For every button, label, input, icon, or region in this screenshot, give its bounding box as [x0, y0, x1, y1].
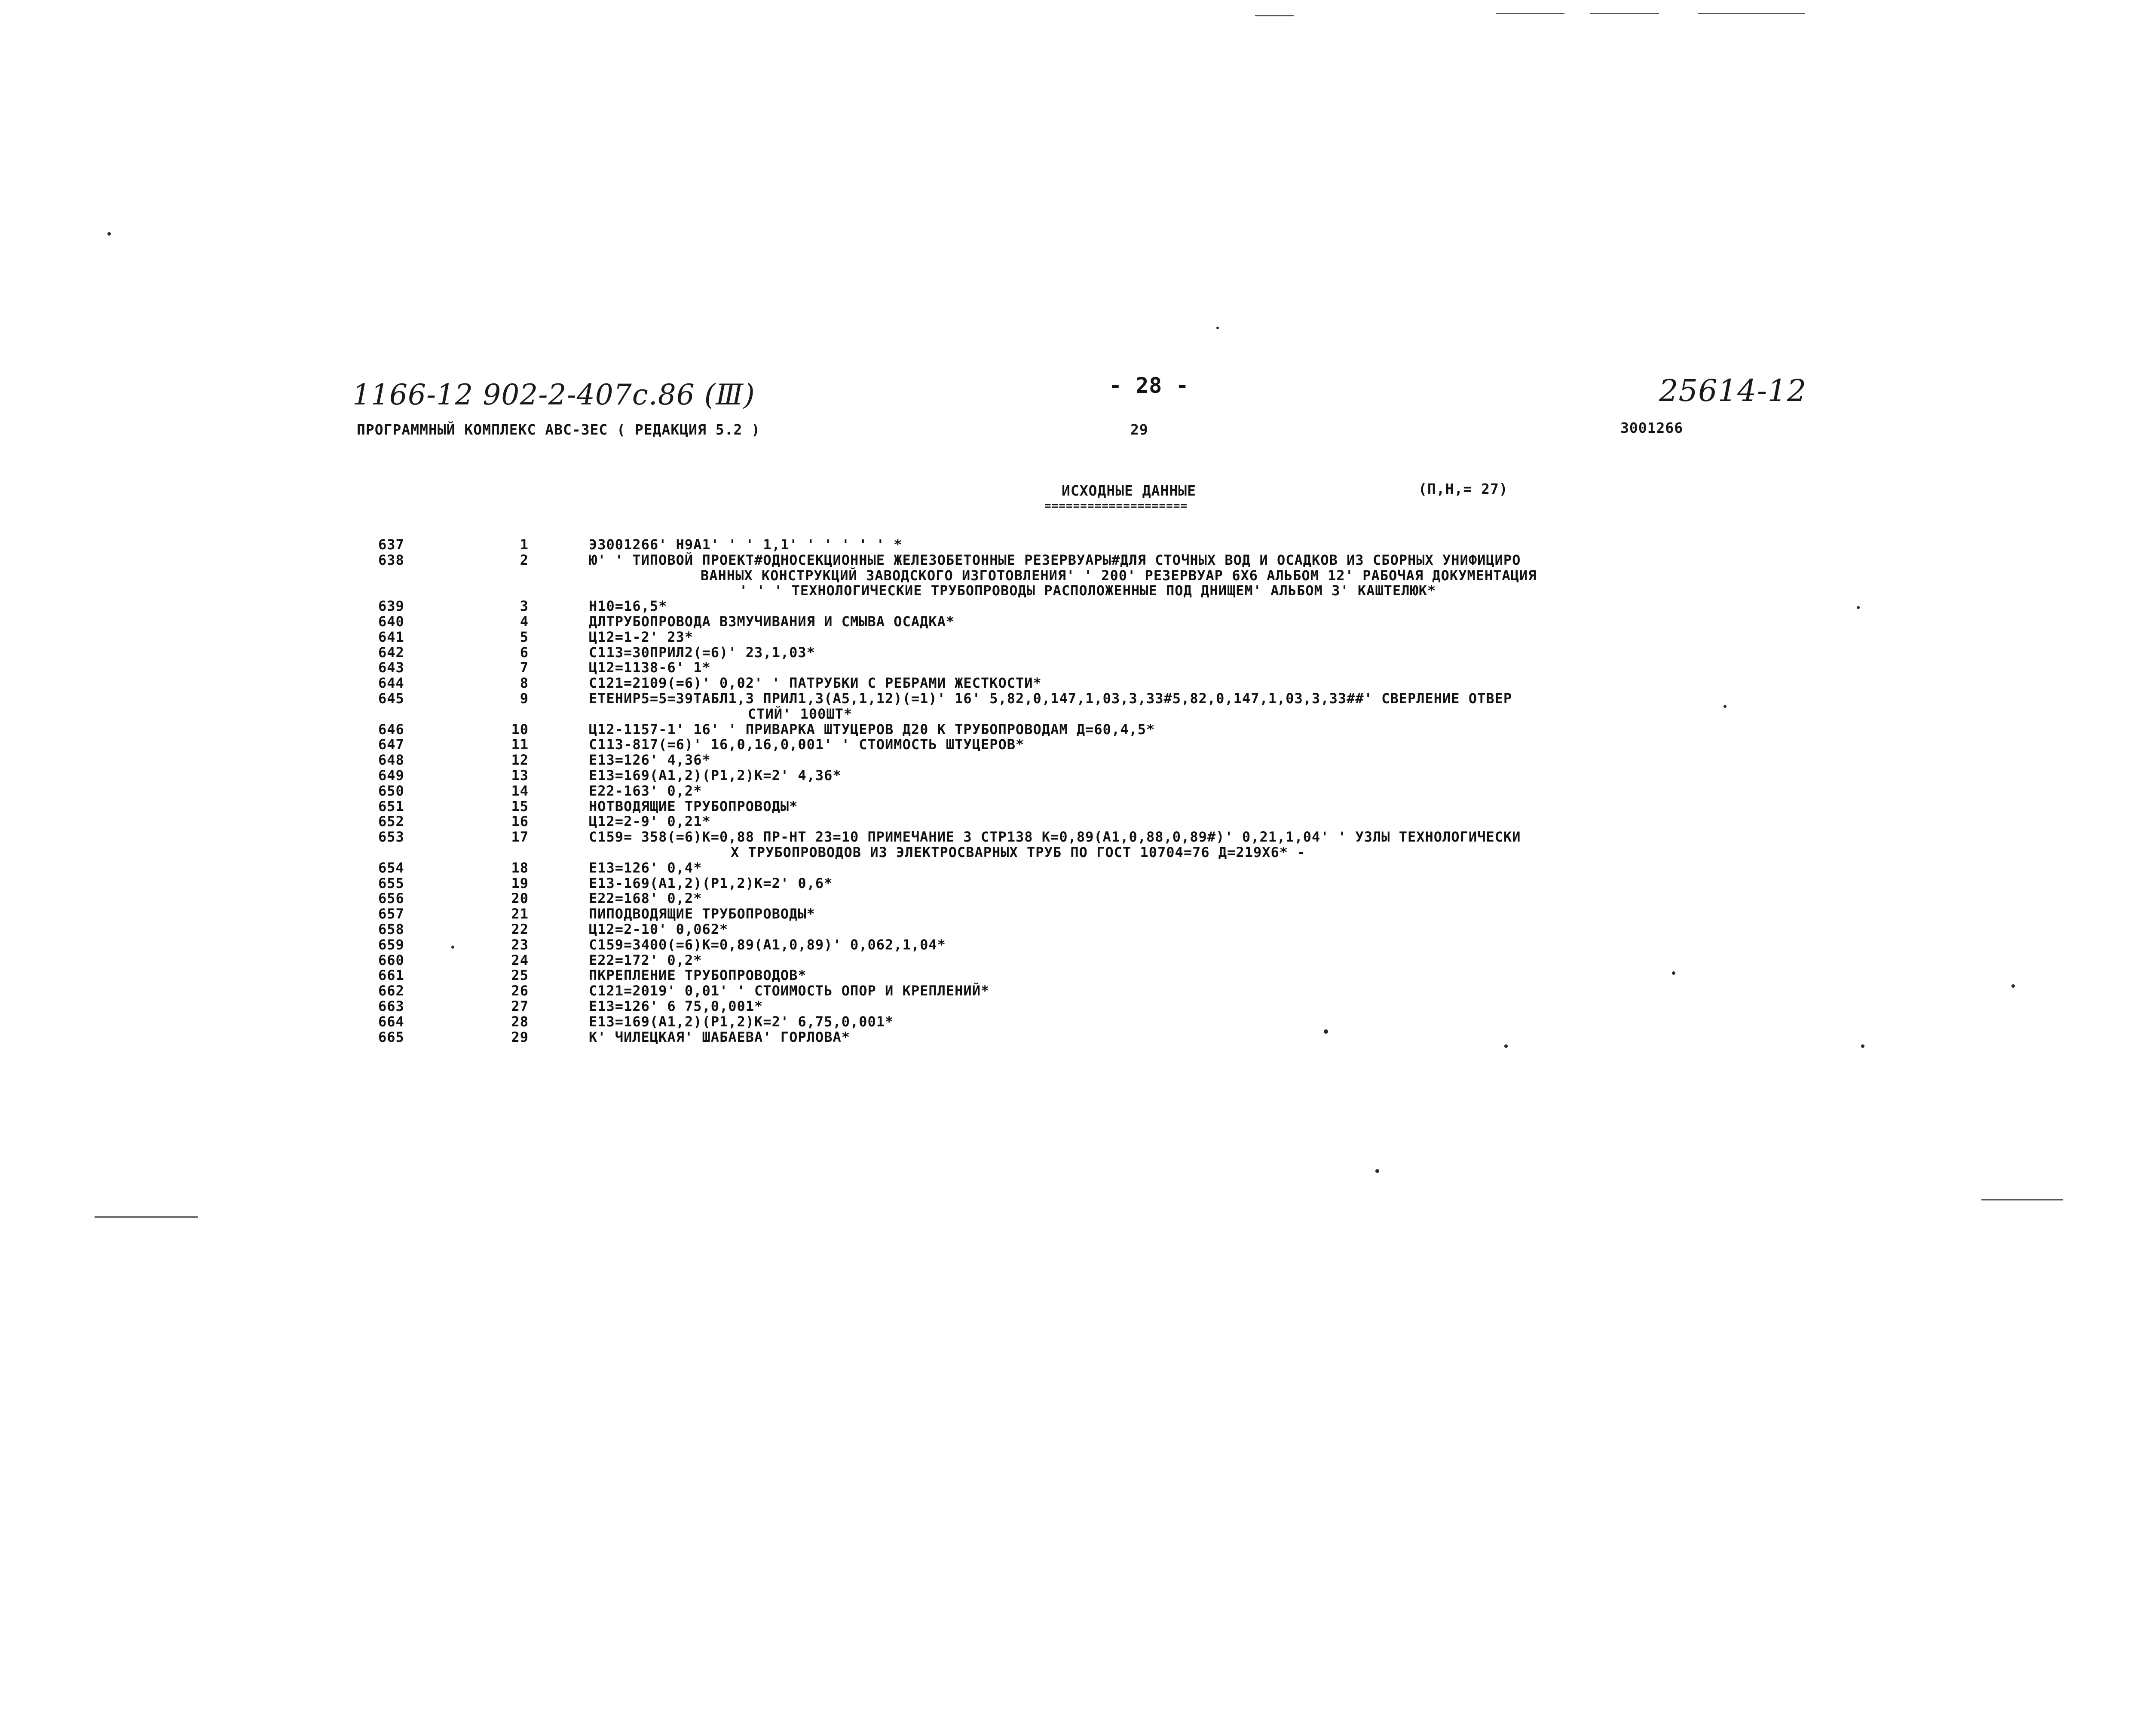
row-text: Е13=169(А1,2)(Р1,2)К=2' 6,75,0,001* — [589, 1013, 894, 1030]
row-line-number: 9 — [520, 690, 529, 707]
scan-line — [1255, 15, 1294, 16]
row-sequence-number: 639 — [378, 598, 404, 614]
row-text: Е13=126' 0,4* — [589, 860, 702, 876]
listing-row — [0, 952, 2149, 968]
row-sequence-number: 650 — [378, 783, 404, 799]
row-line-number: 16 — [511, 813, 529, 830]
row-line-number: 21 — [511, 906, 529, 922]
row-sequence-number: 654 — [378, 860, 404, 876]
row-text: Ю' ' ТИПОВОЙ ПРОЕКТ#ОДНОСЕКЦИОННЫЕ ЖЕЛЕЗОБЕТОННЫЕ РЕЗЕРВУАРЫ#ДЛЯ СТОЧНЫХ ВОД И ОСАДКОВ ИЗ СБОРНЫХ УНИФИЦИРО — [589, 552, 1521, 568]
scan-speck — [1216, 327, 1219, 329]
row-line-number: 28 — [511, 1013, 529, 1030]
row-text: С121=2019' 0,01' ' СТОИМОСТЬ ОПОР И КРЕПЛЕНИЙ* — [589, 983, 990, 999]
row-sequence-number: 665 — [378, 1029, 404, 1045]
listing-row — [0, 890, 2149, 906]
row-sequence-number: 644 — [378, 675, 404, 691]
row-text: Н10=16,5* — [589, 598, 667, 614]
scan-line — [1698, 13, 1805, 14]
row-text: Е22=168' 0,2* — [589, 890, 702, 906]
listing-row — [0, 629, 2149, 645]
row-text: Ц12=1-2' 23* — [589, 629, 694, 645]
scan-line — [95, 1216, 198, 1218]
row-text: Ц12=2-9' 0,21* — [589, 813, 711, 830]
row-sequence-number: 658 — [378, 921, 404, 937]
scan-speck — [1861, 1044, 1864, 1048]
row-sequence-number: 638 — [378, 552, 404, 568]
row-text: С121=2109(=6)' 0,02' ' ПАТРУБКИ С РЕБРАМИ ЖЕСТКОСТИ* — [589, 675, 1042, 691]
listing-row — [0, 1013, 2149, 1030]
row-continuation-text: Х ТРУБОПРОВОДОВ ИЗ ЭЛЕКТРОСВАРНЫХ ТРУБ ПО ГОСТ 10704=76 Д=219Х6* - — [731, 844, 1306, 860]
row-text: Е13=169(А1,2)(Р1,2)К=2' 4,36* — [589, 767, 842, 784]
row-continuation-text: ВАННЫХ КОНСТРУКЦИЙ ЗАВОДСКОГО ИЗГОТОВЛЕНИЯ' ' 200' РЕЗЕРВУАР 6Х6 АЛЬБОМ 12' РАБОЧАЯ ДОКУМЕНТАЦИЯ — [701, 567, 1537, 584]
row-text: С113=30ПРИЛ2(=6)' 23,1,03* — [589, 644, 815, 661]
listing-row — [0, 598, 2149, 614]
row-line-number: 12 — [511, 752, 529, 768]
row-continuation-text: СТИЙ' 100ШТ* — [748, 706, 853, 722]
row-text: Е22-163' 0,2* — [589, 783, 702, 799]
row-text: С159=3400(=6)К=0,89(А1,0,89)' 0,062,1,04* — [589, 937, 946, 953]
row-sequence-number: 641 — [378, 629, 404, 645]
listing-row — [0, 906, 2149, 922]
listing-row — [0, 967, 2149, 983]
listing-row — [0, 1029, 2149, 1045]
row-sequence-number: 655 — [378, 875, 404, 891]
row-line-number: 10 — [511, 721, 529, 738]
listing-row — [0, 721, 2149, 738]
row-sequence-number: 656 — [378, 890, 404, 906]
document-code: 3001266 — [1620, 419, 1684, 436]
row-sequence-number: 637 — [378, 536, 404, 553]
listing-row — [0, 875, 2149, 891]
scan-speck — [1857, 606, 1860, 609]
row-line-number: 15 — [511, 798, 529, 814]
row-text: НОТВОДЯЩИЕ ТРУБОПРОВОДЫ* — [589, 798, 798, 814]
scan-speck — [1324, 1029, 1328, 1034]
listing-row — [0, 536, 2149, 553]
listing-row — [0, 783, 2149, 799]
row-sequence-number: 651 — [378, 798, 404, 814]
listing-row — [0, 659, 2149, 676]
row-sequence-number: 646 — [378, 721, 404, 738]
page-number: - 28 - — [1109, 373, 1189, 398]
row-line-number: 26 — [511, 983, 529, 999]
listing-row — [0, 613, 2149, 630]
row-sequence-number: 659 — [378, 937, 404, 953]
row-line-number: 3 — [520, 598, 529, 614]
handwritten-sheet-code: 25614-12 — [1659, 373, 1807, 408]
row-continuation-text: ' ' ' ТЕХНОЛОГИЧЕСКИЕ ТРУБОПРОВОДЫ РАСПОЛОЖЕННЫЕ ПОД ДНИЩЕМ' АЛЬБОМ 3' КАШТЕЛЮК* — [739, 582, 1436, 599]
row-sequence-number: 664 — [378, 1013, 404, 1030]
row-text: Ц12=1138-6' 1* — [589, 659, 711, 676]
row-line-number: 13 — [511, 767, 529, 784]
row-line-number: 22 — [511, 921, 529, 937]
row-line-number: 14 — [511, 783, 529, 799]
section-params: (П,Н,= 27) — [1418, 481, 1508, 497]
row-text: Е22=172' 0,2* — [589, 952, 702, 968]
row-line-number: 5 — [520, 629, 529, 645]
row-sequence-number: 642 — [378, 644, 404, 661]
row-sequence-number: 640 — [378, 613, 404, 630]
row-line-number: 2 — [520, 552, 529, 568]
row-text: Ц12=2-10' 0,062* — [589, 921, 729, 937]
row-sequence-number: 653 — [378, 829, 404, 845]
sheet-number: 29 — [1130, 421, 1148, 438]
row-line-number: 17 — [511, 829, 529, 845]
scan-speck — [1672, 971, 1675, 975]
listing-row — [0, 690, 2149, 707]
listing-row — [0, 983, 2149, 999]
row-text: Ц12-1157-1' 16' ' ПРИВАРКА ШТУЦЕРОВ Д20 К ТРУБОПРОВОДАМ Д=60,4,5* — [589, 721, 1155, 738]
scan-speck — [2011, 984, 2015, 988]
row-line-number: 11 — [511, 736, 529, 753]
listing-row — [0, 998, 2149, 1014]
row-sequence-number: 660 — [378, 952, 404, 968]
row-sequence-number: 645 — [378, 690, 404, 707]
listing-row — [0, 767, 2149, 784]
row-line-number: 6 — [520, 644, 529, 661]
program-line: ПРОГРАММНЫЙ КОМПЛЕКС АВС-ЗЕС ( РЕДАКЦИЯ 5.2 ) — [357, 421, 761, 438]
scan-line — [1590, 13, 1659, 14]
row-sequence-number: 662 — [378, 983, 404, 999]
row-sequence-number: 643 — [378, 659, 404, 676]
row-text: ЕТЕНИР5=5=39ТАБЛ1,3 ПРИЛ1,3(А5,1,12)(=1)' 16' 5,82,0,147,1,03,3,33#5,82,0,147,1,03,3,33##' СВЕРЛЕНИЕ ОТВЕР — [589, 690, 1512, 707]
row-line-number: 4 — [520, 613, 529, 630]
row-text: ПКРЕПЛЕНИЕ ТРУБОПРОВОДОВ* — [589, 967, 807, 983]
section-title-underline: ==================== — [1044, 499, 1188, 512]
row-line-number: 24 — [511, 952, 529, 968]
row-sequence-number: 647 — [378, 736, 404, 753]
scan-speck — [107, 232, 111, 236]
row-sequence-number: 663 — [378, 998, 404, 1014]
row-line-number: 18 — [511, 860, 529, 876]
scan-speck — [1375, 1169, 1379, 1173]
listing-row — [0, 921, 2149, 937]
listing-row — [0, 736, 2149, 753]
scan-line — [1981, 1199, 2063, 1200]
row-text: ДЛТРУБОПРОВОДА ВЗМУЧИВАНИЯ И СМЫВА ОСАДКА* — [589, 613, 955, 630]
row-text: ПИПОДВОДЯЩИЕ ТРУБОПРОВОДЫ* — [589, 906, 815, 922]
scan-line — [1496, 13, 1564, 14]
handwritten-drawing-code: 1166-12 902-2-407c.86 (Ⅲ) — [352, 378, 755, 411]
listing-row — [0, 937, 2149, 953]
row-line-number: 20 — [511, 890, 529, 906]
listing-row — [0, 644, 2149, 661]
section-title: ИСХОДНЫЕ ДАННЫЕ — [1062, 482, 1197, 499]
listing-row — [0, 829, 2149, 845]
listing-row — [0, 675, 2149, 691]
row-sequence-number: 661 — [378, 967, 404, 983]
row-sequence-number: 649 — [378, 767, 404, 784]
row-line-number: 23 — [511, 937, 529, 953]
row-text: С113-817(=6)' 16,0,16,0,001' ' СТОИМОСТЬ ШТУЦЕРОВ* — [589, 736, 1025, 753]
listing-row — [0, 752, 2149, 768]
row-line-number: 8 — [520, 675, 529, 691]
row-line-number: 29 — [511, 1029, 529, 1045]
listing-row — [0, 813, 2149, 830]
scan-speck — [451, 946, 454, 949]
row-sequence-number: 657 — [378, 906, 404, 922]
row-text: Е13=126' 6 75,0,001* — [589, 998, 763, 1014]
row-line-number: 7 — [520, 659, 529, 676]
row-text: К' ЧИЛЕЦКАЯ' ШАБАЕВА' ГОРЛОВА* — [589, 1029, 850, 1045]
scan-speck — [1504, 1044, 1508, 1048]
listing-row — [0, 552, 2149, 568]
row-line-number: 25 — [511, 967, 529, 983]
row-line-number: 1 — [520, 536, 529, 553]
row-text: ЭЗ001266' Н9А1' ' ' 1,1' ' ' ' ' ' * — [589, 536, 903, 553]
listing-row — [0, 798, 2149, 814]
scan-speck — [1723, 705, 1727, 708]
listing-row — [0, 860, 2149, 876]
row-sequence-number: 652 — [378, 813, 404, 830]
row-text: Е13-169(А1,2)(Р1,2)К=2' 0,6* — [589, 875, 833, 891]
row-text: Е13=126' 4,36* — [589, 752, 711, 768]
row-text: С159= 358(=6)К=0,88 ПР-НТ 23=10 ПРИМЕЧАНИЕ 3 СТР138 К=0,89(А1,0,88,0,89#)' 0,21,1,04' ' УЗЛЫ ТЕХНОЛОГИЧЕСКИ — [589, 829, 1521, 845]
row-line-number: 19 — [511, 875, 529, 891]
row-line-number: 27 — [511, 998, 529, 1014]
row-sequence-number: 648 — [378, 752, 404, 768]
